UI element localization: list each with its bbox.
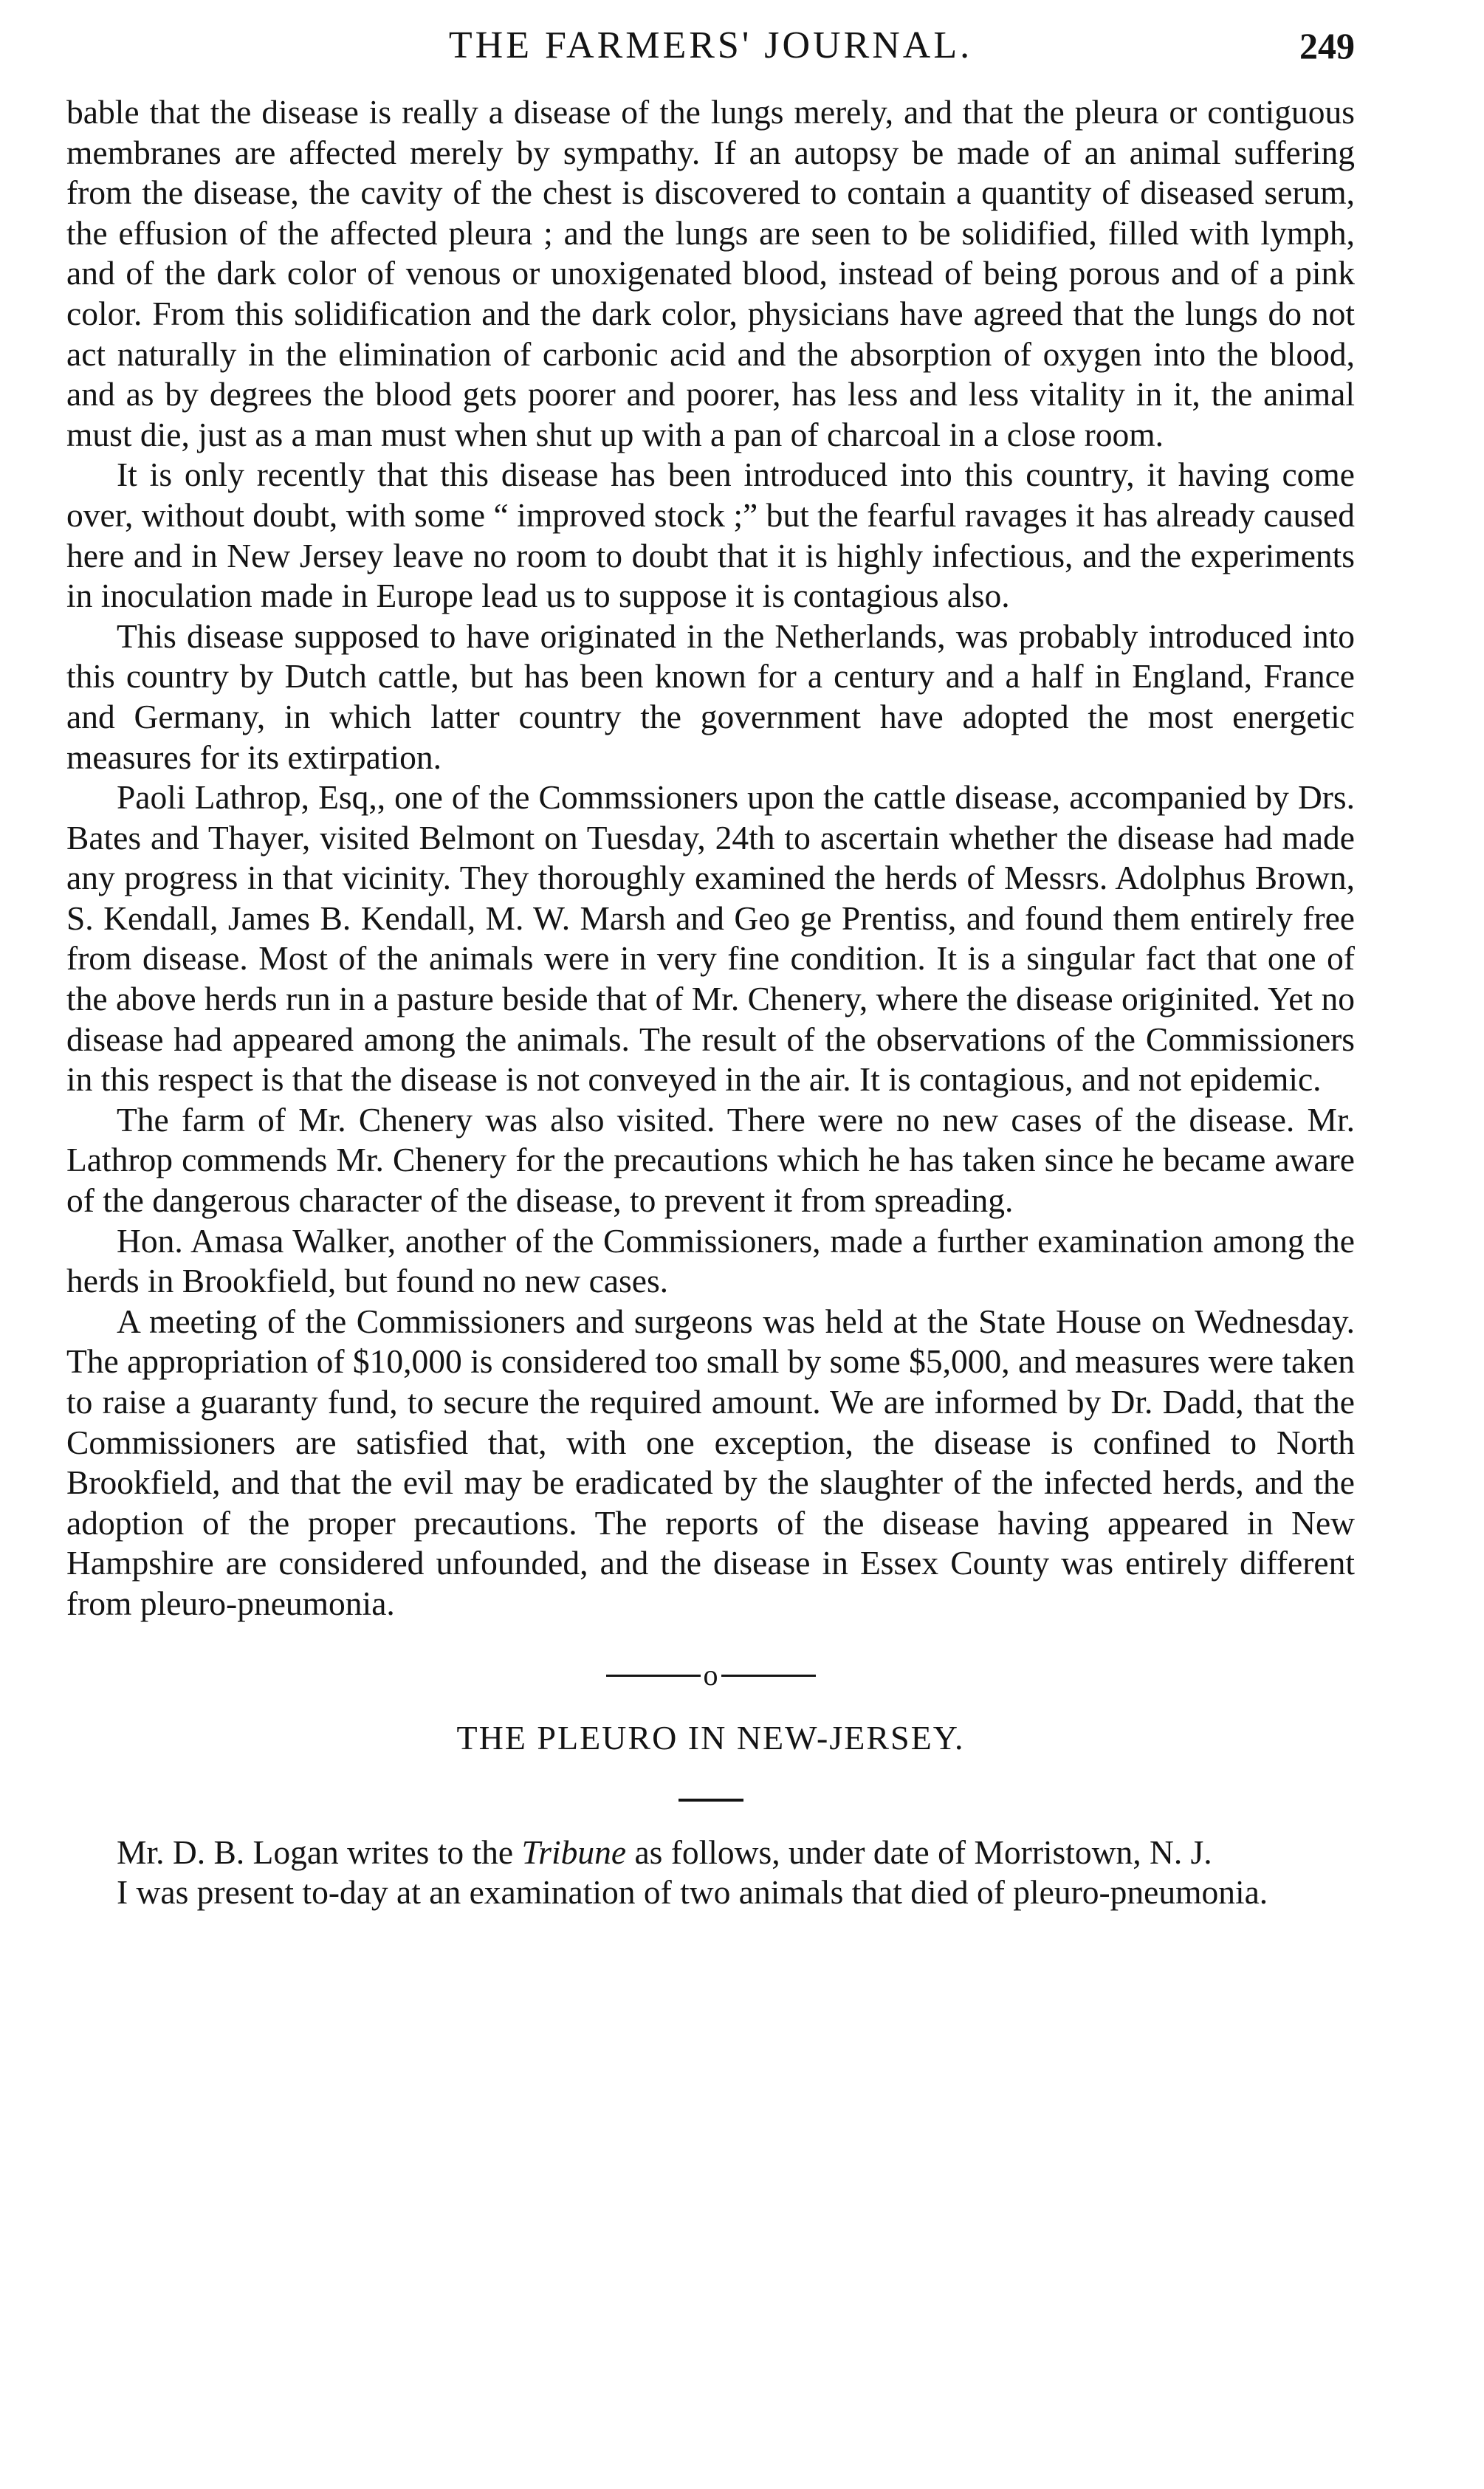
section-divider <box>66 1658 1355 1692</box>
divider-line-left <box>606 1675 701 1677</box>
running-title: THE FARMERS' JOURNAL. <box>448 24 973 66</box>
publication-name: Tribune <box>521 1833 627 1871</box>
article-paragraph: A meeting of the Commissioners and surgeons was held at the State House on Wednesday. The appropriation of $10,000 is considered too small by some $5,000, and measures were taken to raise a guaranty fund, to secure the required amount. We are informed by Dr. Dadd, that the Commissioners are satisfied that, with one exception, the disease is confined to North Brookfield, and that the evil may be eradicated by the slaughter of the infected herds, and the adoption of the proper precautions. The reports of the disease having appeared in New Hampshire are considered unfounded, and the disease in Essex County was entirely different from pleuro-pneumonia. <box>66 1302 1355 1622</box>
article-paragraph: Paoli Lathrop, Esq,, one of the Commssioners upon the cattle disease, accompanied by Drs. Bates and Thayer, visited Belmont on Tuesday, 24th to ascertain whether the disease had made any progress in that vicinity. They thoroughly examined the herds of Messrs. Adolphus Brown, S. Kendall, James B. Kendall, M. W. Marsh and Geo ge Prentiss, and found them entirely free from disease. Most of the animals were in very fine condition. It is a singular fact that one of the above herds run in a pasture beside that of Mr. Chenery, where the disease originited. Yet no disease had appeared among the animals. The result of the observations of the Commissioners in this respect is that the disease is not conveyed in the air. It is contagious, and not epidemic. <box>66 778 1355 1099</box>
intro-text-before: Mr. D. B. Logan writes to the <box>117 1833 522 1871</box>
article-paragraph: This disease supposed to have originated in the Netherlands, was probably introduced into this country by Dutch cattle, but has been known for a century and a half in England, France and Germany, in which latter country the government have adopted the most energetic measures for its extirpation. <box>66 617 1355 776</box>
letter-intro <box>66 1833 1355 1873</box>
page-header <box>66 16 1355 75</box>
divider-line-right <box>721 1675 816 1677</box>
section-title: THE PLEURO IN NEW-JERSEY. <box>456 1718 965 1757</box>
article-paragraph: The farm of Mr. Chenery was also visited. There were no new cases of the disease. Mr. Lathrop commends Mr. Chenery for the precautions which he has taken since he became aware of the dangerous character of the disease, to prevent it from spreading. <box>66 1100 1355 1220</box>
intro-text-after: as follows, under date of Morristown, N. J. <box>626 1833 1212 1871</box>
page-number: 249 <box>1299 25 1355 66</box>
letter-paragraph: I was present to-day at an examination of two animals that died of pleuro-pneumonia. <box>117 1873 1268 1912</box>
article-column <box>66 92 1355 1913</box>
article-paragraph: bable that the disease is really a disease of the lungs merely, and that the pleura or contiguous membranes are affected merely by sympathy. If an autopsy be made of an animal suffering from the disease, the cavity of the chest is discovered to contain a quantity of diseased serum, the effusion of the affected pleura ; and the lungs are seen to be solidified, filled with lymph, and of the dark color of venous or unoxigenated blood, instead of being porous and of a pink color. From this solidification and the dark color, physicians have agreed that the lungs do not act naturally in the elimination of carbonic acid and the absorption of oxygen into the blood, and as by degrees the blood gets poorer and poorer, has less and less vitality in it, the animal must die, just as a man must when shut up with a pan of charcoal in a close room. <box>66 93 1355 453</box>
article-paragraph: It is only recently that this disease has been introduced into this country, it having come over, without doubt, with some “ improved stock ;” but the fearful ravages it has already caused here and in New Jersey leave no room to doubt that it is highly infectious, and the experiments in inoculation made in Europe lead us to suppose it is contagious also. <box>66 456 1355 615</box>
article-paragraph: Hon. Amasa Walker, another of the Commissioners, made a further examination among the herds in Brookfield, but found no new cases. <box>66 1221 1355 1300</box>
title-rule <box>679 1799 743 1802</box>
divider-ornament: o <box>703 1658 718 1692</box>
